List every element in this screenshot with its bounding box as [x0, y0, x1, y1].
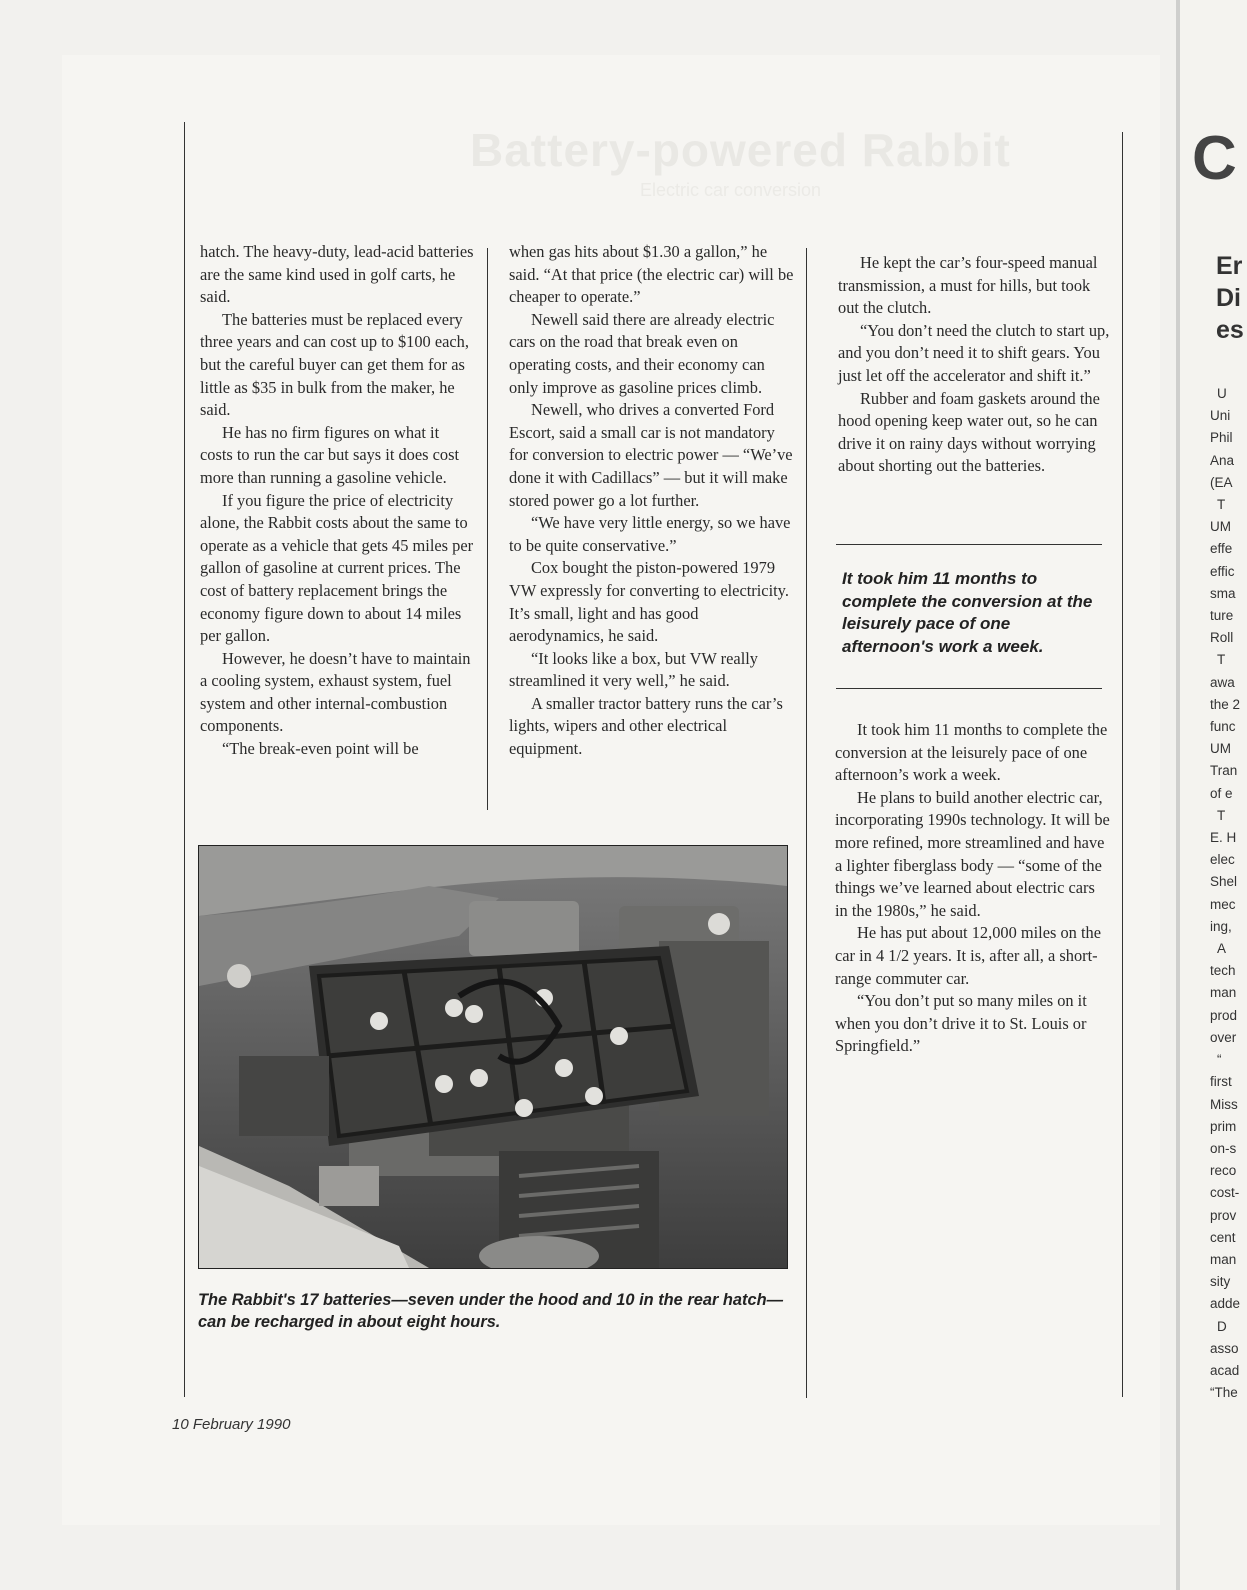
paragraph: It took him 11 months to complete the conversion at the leisurely pace of one afternoon’s work a week. [835, 720, 1108, 785]
fragment-line: Phil [1210, 430, 1233, 446]
page-folio: 10 February 1990 [172, 1416, 291, 1433]
paragraph: “You don’t need the clutch to start up, and you don’t need it to shift gears. You just let off the accelerator and shift it.” [838, 320, 1110, 385]
fragment-line: cent [1210, 1229, 1236, 1245]
fragment-line: sma [1210, 585, 1236, 601]
fragment-line: prov [1210, 1207, 1237, 1223]
fragment-line: E. H [1210, 830, 1237, 846]
column-rule-right-inner [806, 248, 807, 1398]
headline-line: Di [1216, 284, 1241, 312]
fragment-line: over [1210, 1029, 1237, 1045]
fragment-line: elec [1210, 852, 1235, 868]
fragment-line: first [1210, 1074, 1232, 1090]
paragraph: Newell, who drives a converted Ford Escort, said a small car is not mandatory for conversion to electric power — “We’ve done it with Cadillacs” — but it will make stored power go a lot further. [509, 400, 793, 510]
fragment-line: effe [1210, 541, 1233, 557]
fragment-line: man [1210, 1251, 1237, 1267]
paragraph: Newell said there are already electric cars on the road that break even on operating costs, and their economy can only improve as gasoline prices climb. [509, 309, 775, 397]
fragment-line: prod [1210, 1007, 1238, 1023]
paragraph: hatch. The heavy-duty, lead-acid batteries are the same kind used in golf carts, he said. [200, 242, 474, 307]
fragment-line: asso [1210, 1340, 1239, 1356]
fragment-line: man [1210, 985, 1237, 1001]
battery-photo [198, 845, 788, 1269]
column-rule-right-outer [1122, 132, 1123, 1397]
fragment-line: U [1217, 386, 1227, 401]
fragment-line: D [1217, 1318, 1227, 1334]
bleed-through-headline: Battery-powered Rabbit [470, 124, 1011, 176]
adjacent-page-edge [1176, 0, 1247, 1590]
fragment-line: effic [1210, 563, 1235, 579]
fragment-line: UM [1210, 519, 1231, 535]
paragraph: He plans to build another electric car, incorporating 1990s technology. It will be more refined, more streamlined and have a lighter fiberglass body — “some of the things we’ve learned about electric cars in the 1980s,” he said. [835, 787, 1110, 920]
paragraph: He has put about 12,000 miles on the car in 4 1/2 years. It is, after all, a short-range commuter car. [835, 923, 1102, 988]
fragment-line: on-s [1210, 1140, 1237, 1156]
paragraph: If you figure the price of electricity alone, the Rabbit costs about the same to operate as a vehicle that gets 45 miles per gallon of gasoline at current prices. The cost of battery replacement brings the economy figure down to about 14 miles per gallon. [200, 490, 474, 646]
fragment-line: acad [1210, 1362, 1240, 1378]
article-column-3-bottom [835, 719, 1110, 1058]
adjacent-page-column [1210, 383, 1247, 1404]
article-column-1 [200, 241, 475, 761]
fragment-line: (EA [1210, 474, 1233, 490]
paragraph: “You don’t put so many miles on it when you don’t drive it to St. Louis or Springfield.” [835, 991, 1087, 1056]
fragment-line: Ana [1210, 452, 1235, 468]
paragraph: “It looks like a box, but VW really streamlined it very well,” he said. [509, 648, 758, 691]
pull-quote-rule-top [836, 544, 1102, 545]
fragment-line: mec [1210, 896, 1236, 912]
fragment-line: “The [1210, 1385, 1238, 1401]
article-column-2 [509, 241, 794, 761]
fragment-line: ture [1210, 608, 1234, 624]
paragraph: “We have very little energy, so we have to be quite conservative.” [509, 513, 791, 555]
bleed-through-subhead: Electric car conversion [640, 180, 822, 200]
fragment-line: T [1217, 807, 1226, 823]
headline-line: es [1216, 316, 1244, 344]
paragraph: A smaller tractor battery runs the car’s lights, wipers and other electrical equipment. [509, 693, 783, 759]
column-rule-middle [487, 248, 488, 810]
fragment-line: Tran [1210, 763, 1238, 779]
paragraph: However, he doesn’t have to maintain a cooling system, exhaust system, fuel system and other internal-combustion components. [200, 648, 471, 736]
fragment-line: awa [1210, 674, 1235, 690]
fragment-line: UM [1210, 741, 1231, 757]
fragment-line: T [1217, 497, 1226, 513]
fragment-line: cost- [1210, 1185, 1240, 1201]
fragment-line: sity [1210, 1274, 1231, 1290]
fragment-line: of e [1210, 785, 1233, 801]
engine-bay-image [199, 846, 787, 1268]
adjacent-page-headline [1216, 250, 1247, 346]
fragment-line: “ [1217, 1052, 1222, 1068]
fragment-line: the 2 [1210, 696, 1241, 712]
fragment-line: adde [1210, 1296, 1241, 1312]
fragment-line: Miss [1210, 1096, 1238, 1112]
fragment-line: prim [1210, 1118, 1237, 1134]
paragraph: He has no firm figures on what it costs to run the car but says it does cost more than running a gasoline vehicle. [200, 422, 460, 487]
paragraph: when gas hits about $1.30 a gallon,” he said. “At that price (the electric car) will be cheaper to operate.” [509, 242, 794, 307]
fragment-line: A [1217, 941, 1227, 957]
headline-line: Er [1216, 252, 1243, 280]
paragraph: Cox bought the piston-powered 1979 VW expressly for converting to electricity. It’s small, light and has good aerodynamics, he said. [509, 558, 789, 646]
adjacent-page-title-letter: C [1192, 124, 1237, 193]
paragraph: The batteries must be replaced every three years and can cost up to $100 each, but the careful buyer can get them for as little as $35 in bulk from the maker, he said. [200, 309, 469, 420]
pull-quote: It took him 11 months to complete the conversion at the leisurely pace of one afternoon's work a week. [842, 569, 1093, 656]
photo-caption: The Rabbit's 17 batteries—seven under the hood and 10 in the rear hatch—can be recharged in about eight hours. [198, 1291, 783, 1331]
article-column-3-top [838, 252, 1110, 478]
fragment-line: ing, [1210, 918, 1232, 934]
paragraph: “The break-even point will be [222, 739, 419, 759]
column-rule-left [184, 122, 185, 1397]
pull-quote-rule-bottom [836, 688, 1102, 689]
fragment-line: Roll [1210, 630, 1234, 646]
fragment-line: Shel [1210, 874, 1238, 890]
fragment-line: func [1210, 719, 1236, 735]
fragment-line: Uni [1210, 408, 1231, 424]
paragraph: He kept the car’s four-speed manual transmission, a must for hills, but took out the clutch. [838, 253, 1098, 318]
fragment-line: tech [1210, 963, 1236, 979]
fragment-line: reco [1210, 1163, 1237, 1179]
paragraph: Rubber and foam gaskets around the hood opening keep water out, so he can drive it on rainy days without worrying about shorting out the batteries. [838, 388, 1100, 476]
fragment-line: T [1217, 652, 1226, 668]
